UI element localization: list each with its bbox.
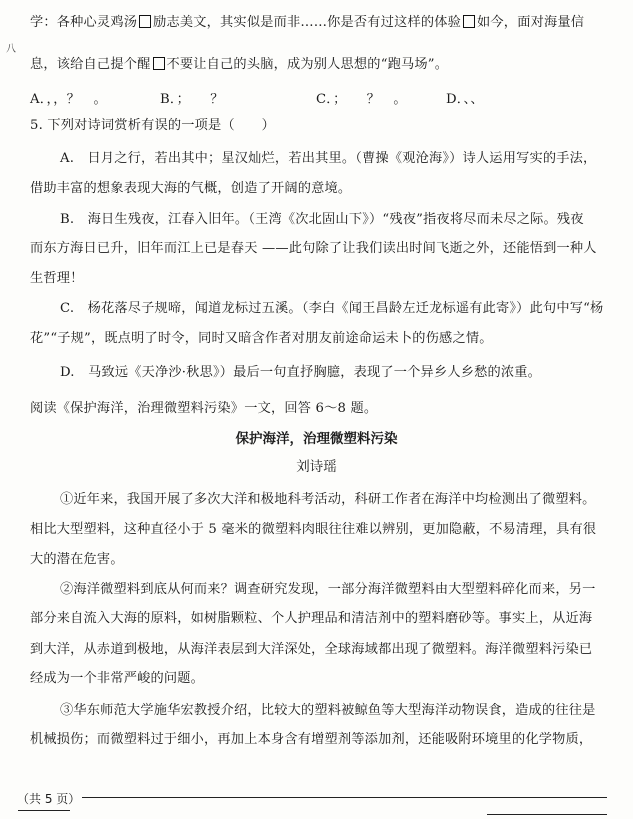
paragraph-1-line-3: 大的潜在危害。 — [30, 552, 124, 567]
text-segment: 励志美文，其实似是而非……你是否有过这样的体验 — [153, 15, 462, 30]
option-a: A．，，？ 。 — [30, 92, 107, 107]
blank-box-3 — [153, 57, 165, 70]
blank-box-1 — [139, 15, 151, 28]
paragraph-2-line-1: ②海洋微塑料到底从何而来？调查研究发现，一部分海洋微塑料由大型塑料碎化而来，另一 — [60, 582, 596, 597]
text-segment: 不要让自己的头脑，成为别人思想的“跑马场”。 — [166, 57, 449, 72]
option-c-line-1: C. 杨花落尽子规啼，闻道龙标过五溪。（李白《闻王昌龄左迁龙标遥有此寄》）此句中写“杨 — [60, 301, 604, 316]
option-c-line-2: 花”“子规”，既点明了时令，同时又暗含作者对朋友前途命运未卜的伤感之情。 — [30, 331, 493, 346]
option-c: C．； ？ 。 — [316, 92, 407, 107]
footer-rule-main — [82, 797, 607, 798]
reading-instruction: 阅读《保护海洋，治理微塑料污染》一文，回答 6～8 题。 — [30, 401, 378, 416]
options-row — [30, 91, 484, 109]
text-segment: 息，该给自己提个醒 — [30, 57, 151, 72]
option-d-line-1: D. 马致远《天净沙·秋思》）最后一句直抒胸臆，表现了一个异乡人乡愁的浓重。 — [60, 365, 542, 380]
passage-line-2 — [30, 56, 448, 74]
option-b: B．； ？ — [160, 92, 224, 107]
question-5: 5. 下列对诗词赏析有误的一项是（ ） — [30, 118, 275, 133]
paragraph-1-line-1: ①近年来，我国开展了多次大洋和极地科考活动，科研工作者在海洋中均检测出了微塑料。 — [60, 492, 596, 507]
footer-rule-left — [18, 810, 70, 811]
article-title: 保护海洋，治理微塑料污染 — [235, 431, 398, 447]
text-segment: 如今，面对海量信 — [477, 15, 585, 30]
paragraph-2-line-2: 部分来自流入大海的原料，如树脂颗粒、个人护理品和清洁剂中的塑料磨砂等。事实上，从近海 — [30, 611, 593, 626]
option-d: D．、、 — [446, 92, 484, 107]
article-author: 刘诗瑶 — [296, 459, 337, 475]
footer-rule-right — [487, 814, 607, 815]
option-b-line-1: B. 海日生残夜，江春入旧年。（王湾《次北固山下》）“残夜”指夜将尽而未尽之际。残夜 — [60, 212, 584, 227]
paragraph-2-line-3: 到大洋，从赤道到极地，从海洋表层到大洋深处，全球海域都出现了微塑料。海洋微塑料污染已 — [30, 642, 593, 657]
paragraph-2-line-4: 经成为一个非常严峻的问题。 — [30, 671, 205, 686]
paragraph-1-line-2: 相比大型塑料，这种直径小于 5 毫米的微塑料肉眼往往难以辨别，更加隐蔽，不易清理，具有很 — [30, 522, 597, 537]
paragraph-3-line-1: ③华东师范大学施华宏教授介绍，比较大的塑料被鲸鱼等大型海洋动物误食，造成的往往是 — [60, 703, 596, 718]
option-b-line-2: 而东方海日已升，旧年而江上已是春天 ——此句除了让我们读出时间飞逝之外，还能悟到一种人 — [30, 241, 597, 256]
paragraph-3-line-2: 机械损伤；而微塑料过于细小，再加上本身含有增塑剂等添加剂，还能吸附环境里的化学物质， — [30, 732, 593, 747]
page-count-footer: （共 5 页） — [17, 792, 81, 806]
option-a-line-2: 借助丰富的想象表现大海的气概，创造了开阔的意境。 — [30, 181, 352, 196]
text-segment: 学：各种心灵鸡汤 — [30, 15, 138, 30]
option-b-line-3: 生哲理！ — [30, 271, 84, 286]
blank-box-2 — [463, 15, 475, 28]
passage-line-1 — [30, 14, 584, 32]
margin-mark: 八 — [6, 44, 16, 55]
option-a-line-1: A. 日月之行，若出其中；星汉灿烂，若出其里。（曹操《观沧海》）诗人运用写实的手法， — [60, 151, 597, 166]
